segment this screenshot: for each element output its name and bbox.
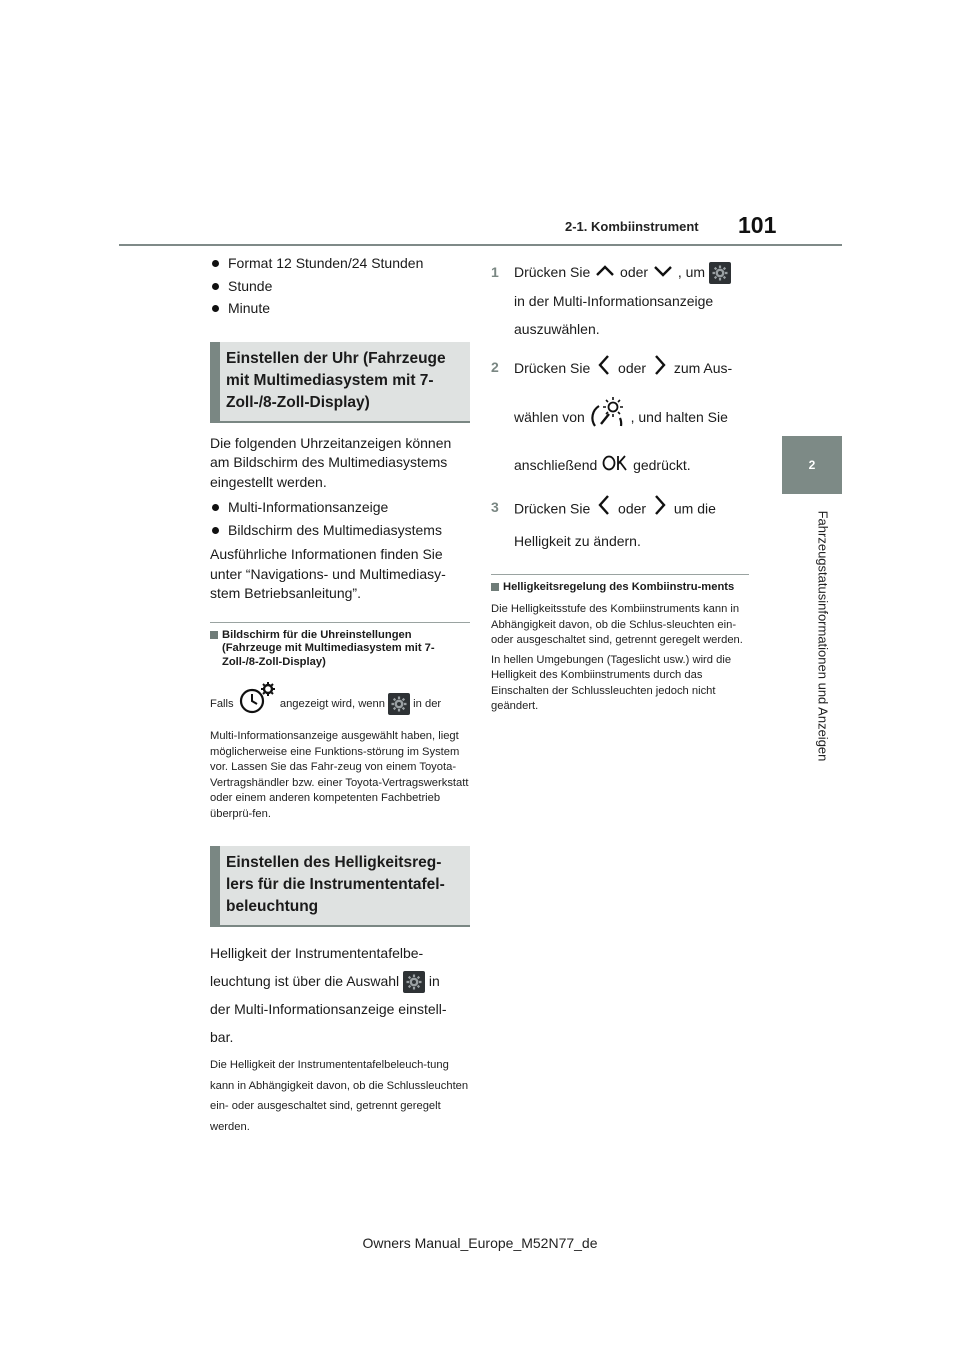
step-text: oder <box>618 500 647 517</box>
list-item: Format 12 Stunden/24 Stunden <box>210 252 470 275</box>
dimmer-brightness-icon <box>589 396 627 441</box>
paragraph-brightness <box>210 939 470 1051</box>
paragraph-line: bar. <box>210 1029 234 1045</box>
step-3 <box>491 493 749 556</box>
paragraph-line: Helligkeit der Instrumententafelbe- <box>210 945 424 961</box>
note-text: In hellen Umgebungen (Tageslicht usw.) wird die Helligkeit des Kombiinstruments durch das Einschalten der Schlussleuchten jedoch nicht geändert. <box>491 653 732 713</box>
step-1 <box>491 250 749 343</box>
step-text: zum Aus- <box>673 360 733 377</box>
list-item: Stunde <box>210 275 470 298</box>
paragraph: Die folgenden Uhrzeitanzeigen können am Bildschirm des Multimediasystems eingestellt werden. <box>210 434 452 490</box>
step-text: gedrückt. <box>633 457 691 474</box>
chapter-title: Fahrzeugstatusinformationen und Anzeigen <box>815 510 831 761</box>
ok-icon <box>601 453 629 481</box>
chevron-right-icon <box>650 493 670 527</box>
section-label: 2-1. Kombiinstrument <box>565 219 699 234</box>
step-line: Helligkeit zu ändern. <box>514 532 641 549</box>
paragraph: Ausführliche Informationen finden Sie unter “Navigations- und Multimediasy-stem Betriebsanleitung”. <box>210 546 446 601</box>
footer-text: Owners Manual_Europe_M52N77_de <box>362 1235 598 1251</box>
clock-gear-icon <box>237 681 277 727</box>
chevron-right-icon <box>650 353 670 386</box>
page-number: 101 <box>738 212 777 238</box>
note-text: angezeigt wird, wenn <box>279 697 385 710</box>
subsection-heading: Bildschirm für die Uhreinstellungen (Fahrzeuge mit Multimediasystem mit 7-Zoll-/8-Zoll-Display) <box>210 629 470 670</box>
step-number: 2 <box>491 359 499 376</box>
step-line <box>514 493 749 527</box>
bullet-list-mid <box>210 496 470 541</box>
paragraph-line: der Multi-Informationsanzeige einstell- <box>210 1001 447 1017</box>
subsection-rule <box>210 622 470 623</box>
chevron-left-icon <box>594 353 614 386</box>
chevron-up-icon <box>594 259 616 287</box>
step-text: oder <box>618 360 647 377</box>
step-text: , und halten Sie <box>630 409 728 426</box>
subsection-rule <box>491 574 749 575</box>
step-text: anschließend <box>514 457 598 474</box>
right-column <box>491 250 749 715</box>
step-text: wählen von <box>514 409 585 426</box>
left-column <box>210 250 470 1137</box>
gear-settings-icon <box>403 971 425 993</box>
note-text: in der <box>413 697 442 710</box>
paragraph-line <box>210 967 470 995</box>
step-text: oder <box>620 264 649 280</box>
step-text: um die <box>673 500 716 517</box>
paragraph-text: in <box>428 973 440 989</box>
step-line <box>514 396 749 441</box>
note-text: Die Helligkeitsstufe des Kombiinstruments kann in Abhängigkeit davon, ob die Schlus-sleuchten ein- oder ausgeschaltet sind, getrennt geregelt werden. <box>491 603 743 647</box>
chapter-tab[interactable]: 2 <box>782 436 842 494</box>
step-number: 3 <box>491 498 499 515</box>
chevron-down-icon <box>652 259 674 287</box>
chapter-title-vertical <box>812 503 834 768</box>
step-line: auszuwählen. <box>514 321 600 338</box>
section-heading-brightness: Einstellen des Helligkeitsreg-lers für die Instrumententafel-beleuchtung <box>210 846 470 927</box>
step-text: Drücken Sie <box>514 360 591 377</box>
step-text: Drücken Sie <box>514 264 591 280</box>
list-item: Bildschirm des Multimediasystems <box>210 519 470 542</box>
step-text: Drücken Sie <box>514 500 591 517</box>
step-line <box>514 353 749 386</box>
gear-settings-icon <box>709 262 731 284</box>
step-line <box>514 451 749 480</box>
step-line: in der Multi-Informationsanzeige <box>514 293 714 310</box>
gear-settings-icon <box>388 693 410 715</box>
step-2 <box>491 353 749 480</box>
step-text: , um <box>677 264 706 280</box>
list-item: Minute <box>210 297 470 320</box>
bullet-list-top <box>210 250 470 320</box>
paragraph-text: leuchtung ist über die Auswahl <box>210 973 400 989</box>
subsection-heading: Helligkeitsregelung des Kombiinstru-ments <box>491 581 749 595</box>
note-text: Multi-Informationsanzeige ausgewählt haben, liegt möglicherweise eine Funktions-störung im System vor. Lassen Sie das Fahr-zeug von einem Toyota-Vertragshändler bzw. einer Toyota-Vertragswerkstatt oder einem anderen kompetenten Fachbetrieb überprü-fen. <box>210 730 469 820</box>
section-heading-clock: Einstellen der Uhr (Fahrzeuge mit Multimediasystem mit 7-Zoll-/8-Zoll-Display) <box>210 342 470 423</box>
note-text: Die Helligkeit der Instrumententafelbeleuch-tung kann in Abhängigkeit davon, ob die Schlussleuchten ein- oder ausgeschaltet sind, getrennt geregelt werden. <box>210 1059 469 1133</box>
note-line-icons <box>210 681 470 727</box>
header-rule <box>119 244 842 246</box>
chevron-left-icon <box>594 493 614 527</box>
list-item: Multi-Informationsanzeige <box>210 496 470 519</box>
step-number: 1 <box>491 264 499 280</box>
note-text: Falls <box>210 697 234 710</box>
step-line <box>514 258 749 287</box>
